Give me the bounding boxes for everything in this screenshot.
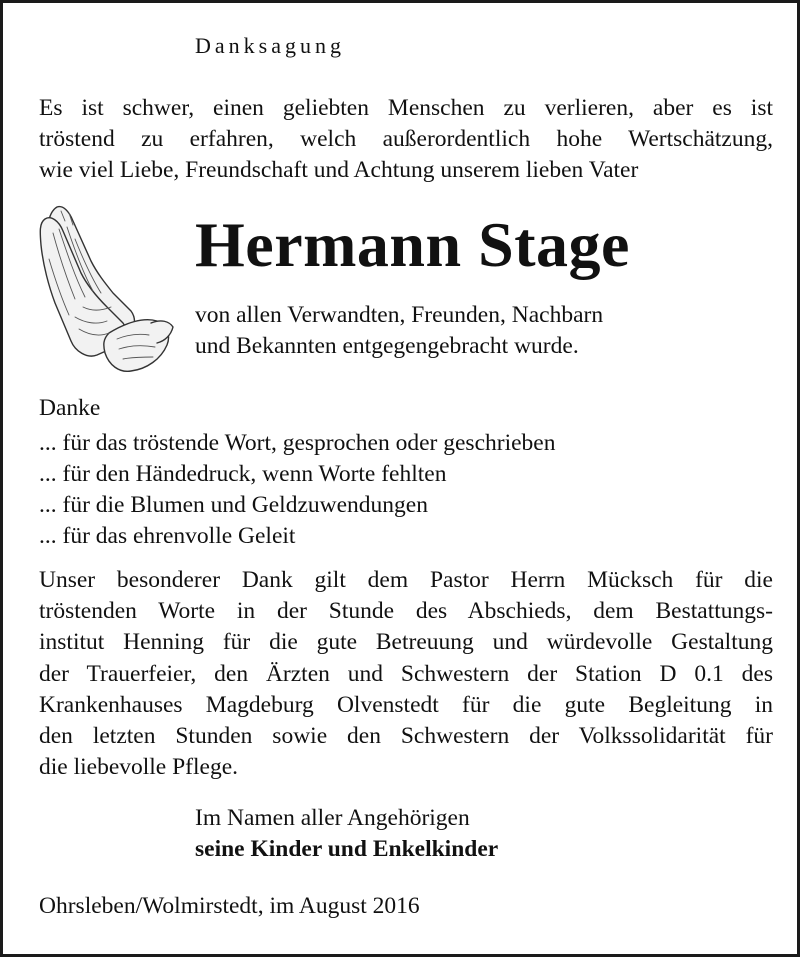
list-item: ... für das tröstende Wort, gesprochen oder geschrieben [39, 430, 556, 456]
signature-line: Im Namen aller Angehörigen [195, 805, 470, 831]
special-thanks-line: Krankenhauses Magdeburg Olvenstedt für die gute Begleitung in [39, 691, 773, 718]
thanks-label: Danke [39, 395, 101, 421]
intro-paragraph [39, 93, 773, 186]
list-item: ... für den Händedruck, wenn Worte fehlten [39, 461, 447, 487]
deceased-name: Hermann Stage [195, 209, 630, 280]
notice-heading: Danksagung [195, 33, 345, 58]
special-thanks-line: die liebevolle Pflege. [39, 754, 239, 781]
special-thanks-paragraph [39, 565, 773, 783]
special-thanks-line: tröstenden Worte in der Stunde des Abschieds, dem Bestattungs- [39, 598, 773, 625]
place-and-date: Ohrsleben/Wolmirstedt, im August 2016 [39, 893, 420, 919]
after-name-line: von allen Verwandten, Freunden, Nachbarn [195, 302, 604, 328]
intro-line: tröstend zu erfahren, welch außerordentlich hohe Wertschätzung, [39, 126, 773, 152]
signature-family: seine Kinder und Enkelkinder [195, 836, 499, 862]
praying-hands-icon [39, 199, 175, 375]
special-thanks-line: den letzten Stunden sowie den Schwestern der Volkssolidarität für [39, 723, 773, 750]
special-thanks-line: institut Henning für die gute Betreuung und würdevolle Gestaltung [39, 629, 773, 656]
list-item: ... für das ehrenvolle Geleit [39, 523, 296, 549]
intro-line: wie viel Liebe, Freundschaft und Achtung unserem lieben Vater [39, 157, 639, 183]
special-thanks-line: der Trauerfeier, den Ärzten und Schwestern der Station D 0.1 des [39, 660, 773, 687]
intro-line: Es ist schwer, einen geliebten Menschen zu verlieren, aber es ist [39, 95, 773, 121]
list-item: ... für die Blumen und Geldzuwendungen [39, 492, 428, 518]
signature-block [195, 803, 498, 865]
thanks-list [39, 428, 555, 552]
after-name-line: und Bekannten entgegengebracht wurde. [195, 333, 579, 359]
special-thanks-line: Unser besonderer Dank gilt dem Pastor Herrn Mücksch für die [39, 567, 773, 593]
after-name-text [195, 300, 603, 362]
